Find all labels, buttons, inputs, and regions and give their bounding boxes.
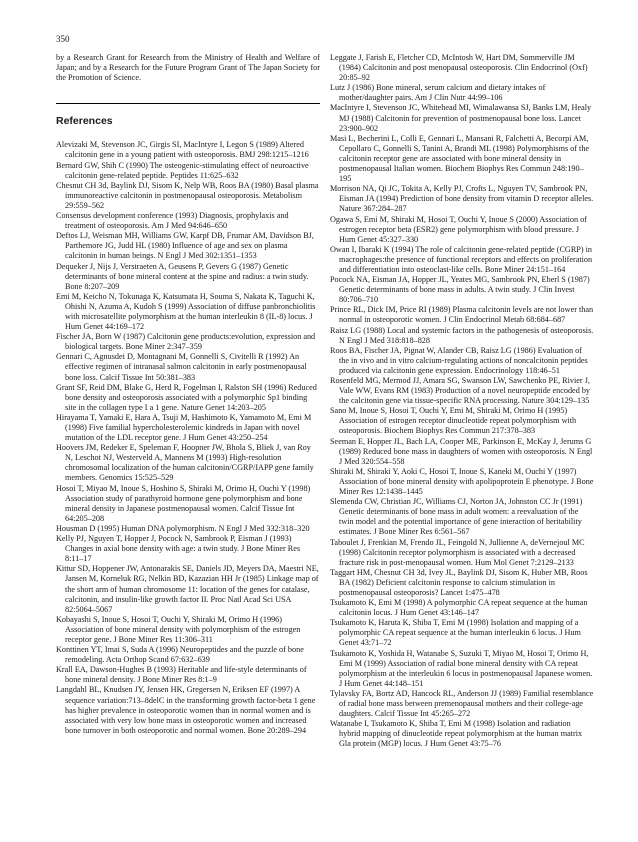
reference-entry: Kittur SD, Hoppener JW, Antonarakis SE, Daniels JD, Meyers DA, Maestri NE, Jansen M, Korneluk RG, Nelkin BD, Kazazian HH Jr (1985) Linkage map of the short arm of human chromosome 11: location of the genes for catalase, calcitonin, and insulin-like growth factor II. Proc Natl Acad Sci USA 82:5064–5067 (56, 564, 319, 614)
reference-entry: Prince RL, Dick IM, Price RI (1989) Plasma calcitonin levels are not lower than normal in osteoporotic women. J Clin Endocrinol Metab 68:684–687 (330, 305, 594, 325)
reference-entry: Tsukamoto K, Yoshida H, Watanabe S, Suzuki T, Miyao M, Hosoi T, Orimo H, Emi M (1999) Association of radial bone mineral density with CA repeat polymorphism at the interleukin 6 locus in postmenopausal Japanese women. J Hum Genet 44:148–151 (330, 648, 593, 688)
reference-entry: Grant SF, Reid DM, Blake G, Herd R, Fogelman I, Ralston SH (1996) Reduced bone density and osteoporosis associated with a polymorphic Sp1 binding site in the collagen type I a 1 gene. Nature Genet 14:203–205 (56, 382, 317, 412)
reference-entry: Pocock NA, Eisman JA, Hopper JL, Yeates MG, Sambrook PN, Eberl S (1987) Genetic determinants of bone mass in adults. A twin study. J Clin Invest 80:706–710 (330, 275, 590, 305)
reference-list-left (56, 140, 320, 736)
reference-entry: Bernard GW, Shih C (1990) The osteogenic-stimulating effect of neuroactive calcitonin gene-related peptide. Peptides 11:625–632 (56, 160, 309, 180)
reference-entry: Langdahl BL, Knudsen JY, Jensen HK, Gregersen N, Eriksen EF (1997) A sequence variation:713–8delC in the transforming growth factor-beta 1 gene has higher prevalence in osteoporotic women than in normal women and is associated with very low bone mass in osteoporotic women and increased bone turnover in both osteoporotic and normal women. Bone 20:289–294 (56, 685, 316, 735)
reference-entry: Watanabe I, Tsukamoto K, Shiba T, Emi M (1998) Isolation and radiation hybrid mapping of dinucleotide repeat polymorphism at the human matrix Gla protein (MGP) locus. J Hum Genet 43:75–76 (330, 719, 583, 749)
reference-entry: Kelly PJ, Nguyen T, Hopper J, Pocock N, Sambrook P, Eisman J (1993) Changes in axial bone density with age: a twin study. J Bone Miner Res 8:11–17 (56, 534, 301, 564)
reference-entry: Tsukamoto K, Emi M (1998) A polymorphic CA repeat sequence at the human calcitonin locus. J Hum Genet 43:146–147 (330, 598, 588, 618)
reference-entry: Taboulet J, Frenkian M, Frendo JL, Feingold N, Jullienne A, deVernejoul MC (1998) Calcitonin receptor polymorphism is associated with a decreased fracture risk in post-menopausal women. Hum Mol Genet 7:2129–2133 (330, 537, 585, 567)
reference-entry: Tsukamoto K, Haruta K, Shiba T, Emi M (1998) Isolation and mapping of a polymorphic CA repeat sequence at the human interleukin 6 locus. J Hum Genet 43:71–72 (330, 618, 581, 648)
left-column (56, 53, 320, 736)
reference-entry: Owan I, Ibaraki K (1994) The role of calcitonin gene-related peptide (CGRP) in macrophages:the presence of functional receptors and effects on proliferation and differentiation into osteoclast-like cells. Bone Miner 24:151–164 (330, 244, 593, 274)
reference-entry: Deftos LJ, Weisman MH, Williams GW, Karpf DB, Frumar AM, Davidson BJ, Parthemore JG, Judd HL (1980) Influence of age and sex on plasma calcitonin in human beings. N Engl J Med 302:1351–1353 (56, 231, 314, 261)
reference-entry: Hoovers JM, Redeker E, Speleman F, Hoopner JW, Bhola S, Bliek J, van Roy N, Leschot NJ, Westerveld A, Mannens M (1993) High-resolution chromosomal localization of the human calcitonin/CGRP/IAPP gene family members. Genomics 15:525–529 (56, 443, 314, 483)
right-column (330, 53, 594, 749)
reference-entry: Sano M, Inoue S, Hosoi T, Ouchi Y, Emi M, Shiraki M, Orimo H (1995) Association of estrogen receptor dinucleotide repeat polymorphism with osteoporosis. Biochem Biophys Res Commun 217:378–383 (330, 406, 577, 436)
reference-entry: Roos BA, Fischer JA, Pignat W, Alander CB, Raisz LG (1986) Evaluation of the in vivo and in vitro calcium-regulating actions of noncalcitonin peptides produced via calcitonin gene expression. Endocrinology 118:46–51 (330, 345, 588, 375)
reference-list-right (330, 53, 594, 749)
reference-entry: Krall EA, Dawson-Hughes B (1993) Heritable and life-style determinants of bone mineral density. J Bone Miner Res 8:1–9 (56, 665, 307, 685)
reference-entry: Raisz LG (1988) Local and systemic factors in the pathogenesis of osteoporosis. N Engl J Med 318:818–828 (330, 325, 594, 345)
reference-entry: Housman D (1995) Human DNA polymorphism. N Engl J Med 332:318–320 (56, 523, 310, 533)
reference-entry: Tylavsky FA, Bortz AD, Hancock RL, Anderson JJ (1989) Familial resemblance of radial bone mass between premenopausal mothers and their college-age daughters. Calcif Tissue Int 45:265–272 (330, 688, 594, 719)
reference-entry: Slemenda CW, Christian JC, Williams CJ, Norton JA, Johnston CC Jr (1991) Genetic determinants of bone mass in adult women: a reevaluation of the twin model and the potential importance of gene interaction of heritability estimates. J Bone Miner Res 6:561–567 (330, 497, 583, 537)
reference-entry: Leggate J, Farish E, Fletcher CD, McIntosh W, Hart DM, Sommerville JM (1984) Calcitonin and post menopausal osteoporosis. Clin Endocrinol (Oxf) 20:85–92 (330, 53, 588, 83)
reference-entry: Consensus development conference (1993) Diagnosis, prophylaxis and treatment of osteoporosis. Am J Med 94:646–650 (56, 211, 289, 231)
reference-entry: Kobayashi S, Inoue S, Hosoi T, Ouchi Y, Shiraki M, Orimo H (1996) Association of bone mineral density with polymorphism of the estrogen receptor gene. J Bone Miner Res 11:306–311 (56, 614, 301, 644)
reference-entry: MacIntyre I, Stevenson JC, Whitehead MI, Wimalawansa SJ, Banks LM, Healy MJ (1988) Calcitonin for prevention of postmenopausal bone loss. Lancet 23:900–902 (330, 103, 592, 133)
reference-entry: Masi L, Becherini L, Colli E, Gennari L, Mansani R, Falchetti A, Becorpi AM, Cepollaro C, Gonnelli S, Tanini A, Brandi ML (1998) Polymorphisms of the calcitonin receptor gene are associated with bone mineral density in postmenopausal Italian women. Biochem Biophys Res Commun 248:190–195 (330, 133, 590, 184)
reference-entry: Hirayama T, Yamaki E, Hara A, Tsuji M, Hashimoto K, Yamamoto M, Emi M (1998) Five familial hypercholesterolemic kindreds in Japan with novel mutation of the LDL receptor gene. J Hum Genet 43:250–254 (56, 412, 312, 443)
reference-entry: Alevizaki M, Stevenson JC, Girgis SI, MacIntyre I, Legon S (1989) Altered calcitonin gene in a young patient with osteoporosis. BMJ 298:1215–1216 (56, 140, 309, 160)
reference-entry: Morrison NA, Qi JC, Tokita A, Kelly PJ, Crofts L, Nguyen TV, Sambrook PN, Eisman JA (1994) Prediction of bone density from vitamin D receptor alleles. Nature 367:284–287 (330, 184, 594, 214)
reference-entry: Shiraki M, Shiraki Y, Aoki C, Hosoi T, Inoue S, Kaneki M, Ouchi Y (1997) Association of bone mineral density with apolipoprotein E phenotype. J Bone Miner Res 12:1438–1445 (330, 466, 594, 497)
reference-entry: Ogawa S, Emi M, Shiraki M, Hosoi T, Ouchi Y, Inoue S (2000) Association of estrogen receptor beta (ESR2) gene polymorphism with blood pressure. J Hum Genet 45:327–330 (330, 214, 587, 244)
page-number: 350 (56, 34, 70, 44)
reference-entry: Rosenfeld MG, Mermod JJ, Amara SG, Swanson LW, Sawchenko PE, Rivier J, Vale WW, Evans RM (1983) Production of a novel neuropeptide encoded by the calcitonin gene via tissue-specific RNA processing. Nature 304:129–135 (330, 376, 591, 406)
reference-entry: Konttinen YT, Imai S, Suda A (1996) Neuropeptides and the puzzle of bone remodeling. Acta Orthop Scand 67:632–639 (56, 645, 304, 665)
reference-entry: Emi M, Keicho N, Tokunaga K, Katsumata H, Souma S, Nakata K, Taguchi K, Ohishi N, Azuma A, Kudoh S (1999) Association of diffuse panbronchiolitis with microsatellite polymorphism at the human interleukin 8 (IL-8) locus. J Hum Genet 44:169–172 (56, 291, 316, 332)
references-heading: References (56, 103, 320, 126)
reference-entry: Dequeker J, Nijs J, Verstraeten A, Geusens P, Gevers G (1987) Genetic determinants of bone mineral content at the spine and radius: a twin study. Bone 8:207–209 (56, 261, 309, 291)
reference-entry: Seeman E, Hopper JL, Bach LA, Cooper ME, Parkinson E, McKay J, Jerums G (1989) Reduced bone mass in daughters of women with osteoporosis. N Engl J Med 320:554–558 (330, 436, 593, 466)
reference-entry: Taggart HM, Chesnut CH 3d, Ivey JL, Baylink DJ, Sisom K, Huber MB, Roos BA (1982) Deficient calcitonin response to calcium stimulation in postmenopausal osteoporosis? Lancet 1:475–478 (330, 567, 588, 597)
reference-entry: Gennari C, Agnusdei D, Montagnani M, Gonnelli S, Civitelli R (1992) An effective regimen of intranasal salmon calcitonin in early postmenopausal bone loss. Calcif Tissue Int 50:381–383 (56, 352, 307, 382)
reference-entry: Fischer JA, Born W (1987) Calcitonin gene products:evolution, expression and biological targets. Bone Miner 2:347–359 (56, 332, 316, 352)
reference-entry: Chesnut CH 3d, Baylink DJ, Sisom K, Nelp WB, Roos BA (1980) Basal plasma immunoreactive calcitonin in postmenopausal osteoporosis. Metabolism 29:559–562 (56, 180, 319, 210)
reference-entry: Lutz J (1986) Bone mineral, serum calcium and dietary intakes of mother/daughter pairs. Am J Clin Nutr 44:99–106 (330, 83, 546, 103)
reference-entry: Hosoi T, Miyao M, Inoue S, Hoshino S, Shiraki M, Orimo H, Ouchi Y (1998) Association study of parathyroid hormone gene polymorphism and bone mineral density in Japanese postmenopausal women. Calcif Tissue Int 64:205–208 (56, 483, 311, 523)
acknowledgment-text: by a Research Grant for Research from the Ministry of Health and Welfare of Japan; and by a Research for the Future Program Grant of The Japan Society for the Promotion of Science. (56, 53, 320, 83)
